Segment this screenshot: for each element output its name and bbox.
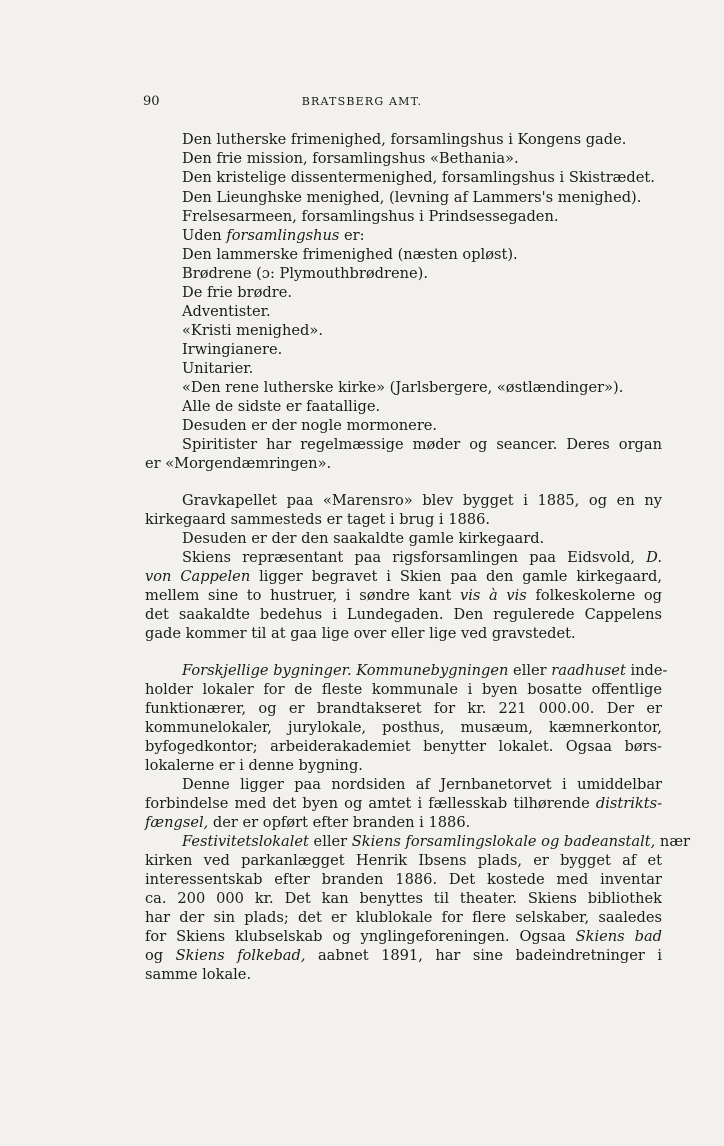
list-item: Adventister. — [182, 303, 271, 320]
list-item: Den lammerske frimenighed (næsten opløst). — [182, 246, 518, 263]
list-item: Frelsesarmeen, forsamlingshus i Prindsessegaden. — [182, 208, 559, 225]
page-number: 90 — [143, 94, 160, 109]
paragraph-line: samme lokale. — [145, 966, 252, 983]
paragraph-line: mellem sine to hustruer, i søndre kant vis à vis folkeskolerne og — [145, 587, 662, 604]
running-title: BRATSBERG AMT. — [301, 95, 423, 108]
paragraph-line: er «Morgendæmringen». — [145, 455, 332, 472]
list-item: Alle de sidste er faatallige. — [182, 398, 381, 415]
list-item: Den kristelige dissentermenighed, forsamlingshus i Skistrædet. — [182, 169, 655, 186]
paragraph-line: Forskjellige bygninger. Kommunebygningen eller raadhuset inde- — [182, 662, 668, 679]
paragraph-line: holder lokaler for de fleste kommunale i byen bosatte offentlige — [145, 681, 662, 698]
paragraph-line: kirken ved parkanlægget Henrik Ibsens plads, er bygget af et — [145, 852, 662, 869]
page-header — [0, 94, 724, 114]
paragraph-line: interessentskab efter branden 1886. Det kostede med inventar — [145, 871, 662, 888]
list-item: Unitarier. — [182, 360, 254, 377]
paragraph-line: von Cappelen ligger begravet i Skien paa den gamle kirkegaard, — [145, 568, 663, 585]
paragraph-line: lokalerne er i denne bygning. — [145, 757, 363, 774]
paragraph-line: Desuden er der den saakaldte gamle kirkegaard. — [182, 530, 545, 547]
list-item: Den lutherske frimenighed, forsamlingshus i Kongens gade. — [182, 131, 627, 148]
list-item: Brødrene (ɔ: Plymouthbrødrene). — [182, 265, 428, 282]
paragraph-line: det saakaldte bedehus i Lundegaden. Den regulerede Cappelens — [145, 606, 662, 623]
paragraph-line: byfogedkontor; arbeiderakademiet benytter lokalet. Ogsaa børs- — [145, 738, 662, 755]
paragraph-line: gade kommer til at gaa lige over eller lige ved gravstedet. — [145, 625, 576, 642]
list-item: Den frie mission, forsamlingshus «Bethania». — [182, 150, 519, 167]
paragraph-line: kommunelokaler, jurylokale, posthus, musæum, kæmnerkontor, — [145, 719, 662, 736]
paragraph-line: kirkegaard sammesteds er taget i brug i 1886. — [145, 511, 491, 528]
paragraph-line: funktionærer, og er brandtakseret for kr. 221 000.00. Der er — [145, 700, 662, 717]
paragraph-line: Festivitetslokalet eller Skiens forsamlingslokale og badeanstalt, nær — [182, 833, 691, 850]
paragraph-line: Gravkapellet paa «Marensro» blev bygget i 1885, og en ny — [182, 492, 662, 509]
paragraph-line: for Skiens klubselskab og ynglingeforeningen. Ogsaa Skiens bad — [145, 928, 662, 945]
paragraph-line: Skiens repræsentant paa rigsforsamlingen paa Eidsvold, D. — [182, 549, 662, 566]
paragraph-line: forbindelse med det byen og amtet i fællesskab tilhørende distrikts- — [145, 795, 662, 812]
list-item: «Den rene lutherske kirke» (Jarlsbergere, «østlændinger»). — [182, 379, 624, 396]
paragraph-line: og Skiens folkebad, aabnet 1891, har sine badeindretninger i — [145, 947, 662, 964]
list-item: De frie brødre. — [182, 284, 292, 301]
paragraph-line: Denne ligger paa nordsiden af Jernbanetorvet i umiddelbar — [182, 776, 662, 793]
uden-heading: Uden forsamlingshus er: — [182, 227, 365, 244]
list-item: Desuden er der nogle mormonere. — [182, 417, 438, 434]
list-item: Den Lieunghske menighed, (levning af Lammers's menighed). — [182, 189, 642, 206]
paragraph-line: har der sin plads; det er klublokale for flere selskaber, saaledes — [145, 909, 662, 926]
list-item: Irwingianere. — [182, 341, 283, 358]
paragraph-line: ca. 200 000 kr. Det kan benyttes til theater. Skiens bibliothek — [145, 890, 662, 907]
list-item: «Kristi menighed». — [182, 322, 323, 339]
paragraph-line: Spiritister har regelmæssige møder og seancer. Deres organ — [182, 436, 662, 453]
paragraph-line: fængsel, der er opført efter branden i 1886. — [145, 814, 471, 831]
